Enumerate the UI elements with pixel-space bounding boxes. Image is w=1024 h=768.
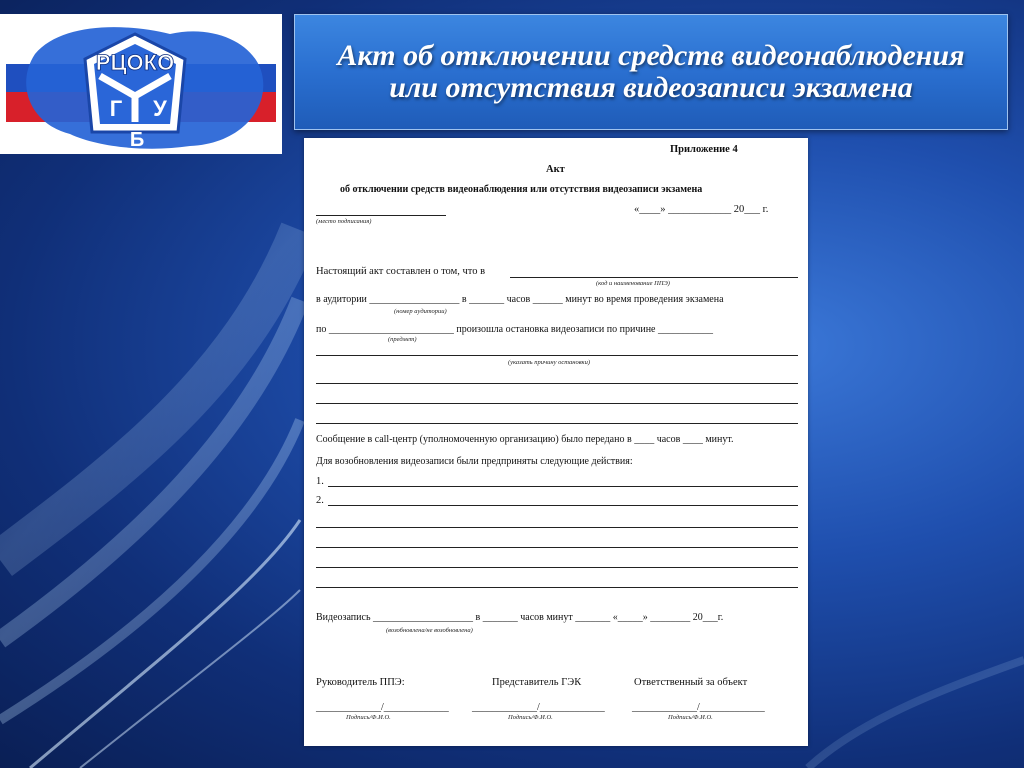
sig-line-gek: _____________/_____________ bbox=[472, 702, 605, 713]
sig-head-ppe: Руководитель ППЭ: bbox=[316, 677, 405, 688]
logo-letter-b: Б bbox=[129, 129, 145, 151]
video-line: Видеозапись ____________________ в _______ часов минут _______ «_____» ________ 20___г. bbox=[316, 612, 724, 623]
logo-org-text: РЦОКО bbox=[95, 50, 175, 75]
sig-head-responsible: Ответственный за объект bbox=[634, 677, 748, 688]
doc-heading: Акт bbox=[546, 164, 565, 175]
reason-hint: (указать причину остановки) bbox=[508, 359, 590, 366]
action-line-4 bbox=[316, 547, 798, 548]
logo-letter-u: У bbox=[153, 96, 167, 121]
document-page bbox=[304, 138, 808, 746]
place-line bbox=[316, 215, 446, 216]
reason-line-4 bbox=[316, 423, 798, 424]
item-1: 1. bbox=[316, 476, 324, 487]
action-line-3 bbox=[316, 527, 798, 528]
action-line-6 bbox=[316, 587, 798, 588]
subject-hint: (предмет) bbox=[388, 336, 417, 343]
sig-head-gek: Представитель ГЭК bbox=[492, 677, 582, 688]
logo bbox=[0, 14, 282, 154]
reason-line-1 bbox=[316, 355, 798, 356]
item-1-line bbox=[328, 486, 798, 487]
sig-hint-responsible: Подпись/Ф.И.О. bbox=[668, 714, 713, 721]
item-2: 2. bbox=[316, 495, 324, 506]
place-hint: (место подписания) bbox=[316, 218, 372, 225]
title-banner bbox=[294, 14, 1008, 130]
callcenter-text: Сообщение в call-центр (уполномоченную организацию) было передано в ____ часов ____ минут. bbox=[316, 434, 734, 445]
appendix-label: Приложение 4 bbox=[670, 144, 738, 155]
logo-letter-g: Г bbox=[109, 96, 123, 121]
reason-line-3 bbox=[316, 403, 798, 404]
sig-line-responsible: _____________/_____________ bbox=[632, 702, 765, 713]
ppe-line bbox=[510, 277, 798, 278]
sig-hint-gek: Подпись/Ф.И.О. bbox=[508, 714, 553, 721]
item-2-line bbox=[328, 505, 798, 506]
line-subject: по _________________________ произошла остановка видеозаписи по причине ___________ bbox=[316, 324, 713, 335]
page-title: Акт об отключении средств видеонаблюдения или отсутствия видеозаписи экзамена bbox=[337, 39, 965, 104]
date-line: «____» ____________ 20___ г. bbox=[634, 204, 769, 215]
sig-line-ppe: _____________/_____________ bbox=[316, 702, 449, 713]
doc-subheading: об отключении средств видеонаблюдения или отсутствия видеозаписи экзамена bbox=[340, 184, 703, 195]
actions-text: Для возобновления видеозаписи были предприняты следующие действия: bbox=[316, 456, 633, 467]
video-hint: (возобновлена/не возобновлена) bbox=[386, 627, 473, 634]
ppe-hint: (код и наименование ППЭ) bbox=[596, 280, 670, 287]
action-line-5 bbox=[316, 567, 798, 568]
reason-line-2 bbox=[316, 383, 798, 384]
sig-hint-ppe: Подпись/Ф.И.О. bbox=[346, 714, 391, 721]
room-hint: (номер аудитории) bbox=[394, 308, 447, 315]
logo-emblem-icon bbox=[0, 14, 282, 154]
line-room: в аудитории __________________ в _______ часов ______ минут во время проведения экзамена bbox=[316, 294, 724, 305]
line-ppe: Настоящий акт составлен о том, что в bbox=[316, 266, 486, 277]
